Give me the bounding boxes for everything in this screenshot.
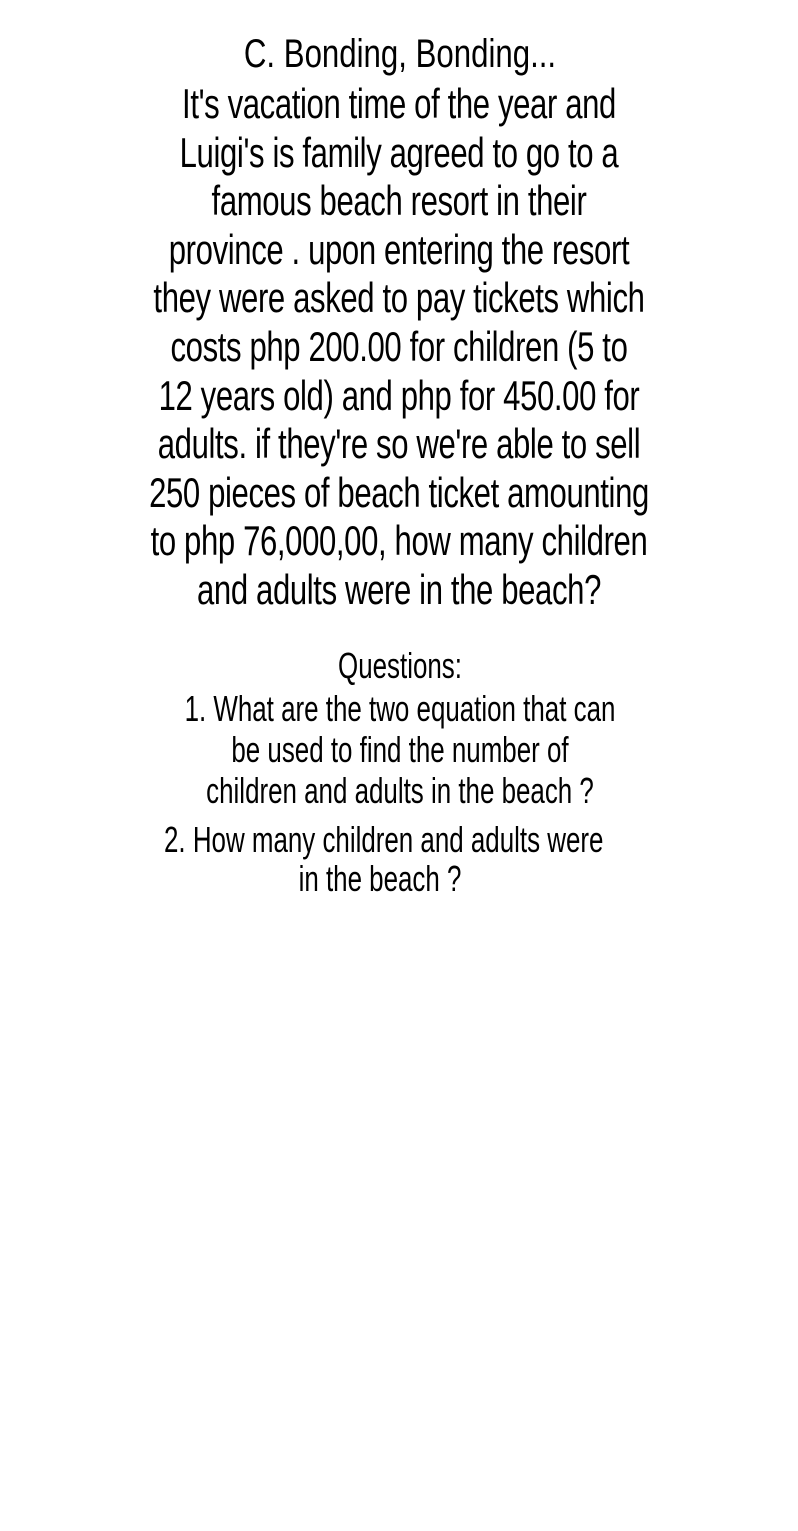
problem-line: province . upon entering the resort [168,225,630,273]
question-2 [80,820,680,898]
question-1 [100,688,700,811]
question-line: be used to find the number of [231,729,569,770]
questions-title: Questions: [338,645,462,686]
problem-line: 12 years old) and php for 450.00 for [158,371,640,419]
problem-line: It's vacation time of the year and [182,80,616,127]
problem-line: adults. if they're so we're able to sell [157,420,641,468]
problem-line: costs php 200.00 for children (5 to [170,322,628,370]
word-problem [40,80,758,615]
question-line: 1. What are the two equation that can [184,688,616,729]
question-line: 2. How many children and adults were [163,819,604,860]
problem-line: famous beach resort in their [211,177,587,225]
question-line: children and adults in the beach ? [206,770,594,811]
problem-line: they were asked to pay tickets which [153,274,645,322]
problem-line: 250 pieces of beach ticket amounting [149,468,649,516]
question-line: in the beach ? [298,858,462,899]
section-heading: C. Bonding, Bonding... [243,32,557,76]
problem-line: Luigi's is family agreed to go to a [179,128,619,176]
problem-line: and adults were in the beach? [197,565,601,613]
problem-line: to php 76,000,00, how many children [150,517,648,565]
